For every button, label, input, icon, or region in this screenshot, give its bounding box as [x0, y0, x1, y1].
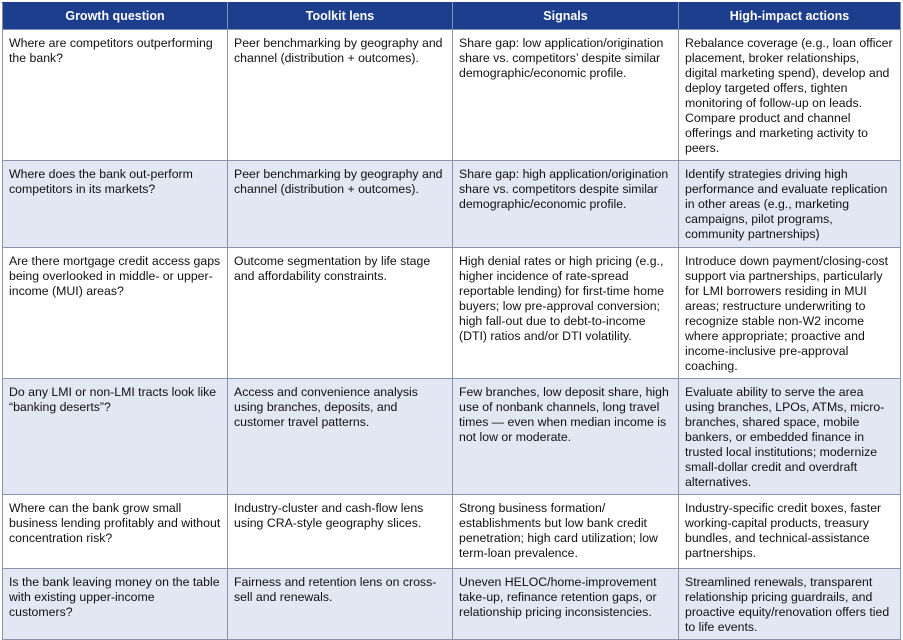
cell-toolkit-lens: Peer benchmarking by geography and channel (distribution + outcomes).	[228, 30, 453, 161]
cell-growth-question: Are there mortgage credit access gaps being overlooked in middle- or upper-income (MUI) areas?	[3, 248, 228, 379]
cell-signals: Share gap: high application/origination share vs. competitors despite similar demographic/economic profile.	[453, 161, 679, 248]
cell-growth-question: Is the bank leaving money on the table with existing upper-income customers?	[3, 569, 228, 640]
table-row	[3, 569, 901, 640]
cell-toolkit-lens: Outcome segmentation by life stage and affordability constraints.	[228, 248, 453, 379]
cell-signals: Uneven HELOC/home-improvement take-up, refinance retention gaps, or relationship pricing inconsistencies.	[453, 569, 679, 640]
table-row	[3, 248, 901, 379]
cell-high-impact-actions: Introduce down payment/closing-cost support via partnerships, particularly for LMI borrowers residing in MUI areas; restructure underwriting to recognize stable non-W2 income where appropriate; proactive and income-inclusive pre-approval coaching.	[679, 248, 901, 379]
table-row	[3, 30, 901, 161]
cell-growth-question: Where are competitors outperforming the bank?	[3, 30, 228, 161]
cell-high-impact-actions: Streamlined renewals, transparent relationship pricing guardrails, and proactive equity/renovation offers tied to life events.	[679, 569, 901, 640]
cell-signals: Share gap: low application/origination share vs. competitors’ despite similar demographic/economic profile.	[453, 30, 679, 161]
cell-growth-question: Do any LMI or non-LMI tracts look like “banking deserts”?	[3, 379, 228, 495]
cell-signals: Strong business formation/ establishments but low bank credit penetration; high card utilization; low term-loan prevalence.	[453, 495, 679, 569]
cell-toolkit-lens: Access and convenience analysis using branches, deposits, and customer travel patterns.	[228, 379, 453, 495]
cell-toolkit-lens: Fairness and retention lens on cross-sell and renewals.	[228, 569, 453, 640]
cell-signals: Few branches, low deposit share, high use of nonbank channels, long travel times — even when median income is not low or moderate.	[453, 379, 679, 495]
cell-signals: High denial rates or high pricing (e.g., higher incidence of rate-spread reportable lending) for first-time home buyers; low pre-approval conversion; high fall-out due to debt-to-income (DTI) ratios and/or DTI volatility.	[453, 248, 679, 379]
table-row	[3, 379, 901, 495]
header-signals: Signals	[453, 3, 679, 30]
cell-high-impact-actions: Industry-specific credit boxes, faster working-capital products, treasury bundles, and technical-assistance partnerships.	[679, 495, 901, 569]
cell-growth-question: Where does the bank out-perform competitors in its markets?	[3, 161, 228, 248]
table-row	[3, 495, 901, 569]
cell-high-impact-actions: Identify strategies driving high performance and evaluate replication in other areas (e.g., marketing campaigns, pilot programs, community partnerships)	[679, 161, 901, 248]
growth-toolkit-table-wrapper	[2, 2, 901, 640]
cell-toolkit-lens: Industry-cluster and cash-flow lens using CRA-style geography slices.	[228, 495, 453, 569]
header-growth-question: Growth question	[3, 3, 228, 30]
table-header-row	[3, 3, 901, 30]
header-toolkit-lens: Toolkit lens	[228, 3, 453, 30]
cell-toolkit-lens: Peer benchmarking by geography and channel (distribution + outcomes).	[228, 161, 453, 248]
header-high-impact-actions: High-impact actions	[679, 3, 901, 30]
cell-high-impact-actions: Evaluate ability to serve the area using branches, LPOs, ATMs, micro-branches, shared space, mobile bankers, or embedded finance in trusted local institutions; modernize small-dollar credit and overdraft alternatives.	[679, 379, 901, 495]
cell-high-impact-actions: Rebalance coverage (e.g., loan officer placement, broker relationships, digital marketing spend), develop and deploy targeted offers, tighten monitoring of follow-up on leads. Compare product and channel offerings and marketing activity to peers.	[679, 30, 901, 161]
growth-toolkit-table	[2, 2, 901, 640]
table-row	[3, 161, 901, 248]
cell-growth-question: Where can the bank grow small business lending profitably and without concentration risk?	[3, 495, 228, 569]
